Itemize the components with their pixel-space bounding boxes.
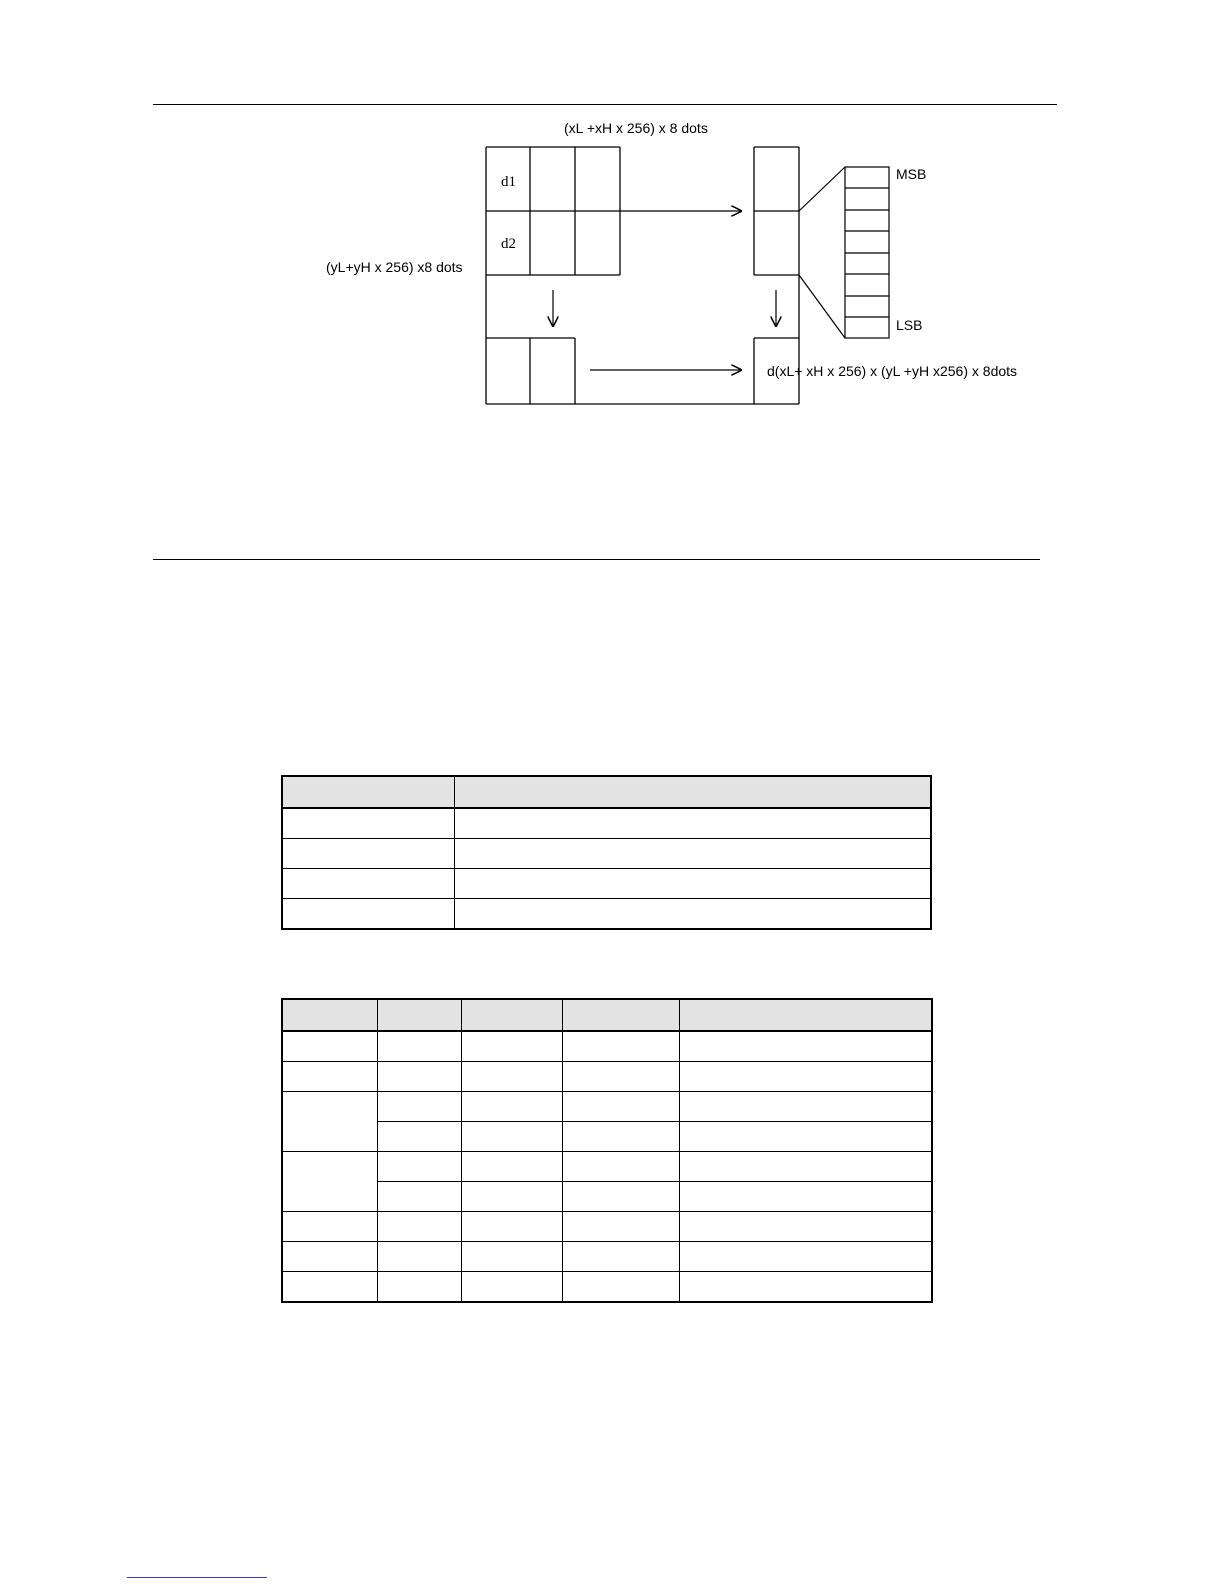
- table-cell: [562, 1122, 679, 1152]
- table-cell: [454, 899, 931, 930]
- table-cell: [377, 1212, 461, 1242]
- table-header-cell: [679, 999, 932, 1031]
- table-header-cell: [282, 999, 377, 1031]
- table-header-cell: [562, 999, 679, 1031]
- table-cell: [461, 1152, 562, 1182]
- mode-table: [281, 998, 933, 1303]
- table-cell: [562, 1212, 679, 1242]
- table-header-cell: [282, 776, 454, 808]
- table-cell: [454, 869, 931, 899]
- table-cell: [679, 1122, 932, 1152]
- table-cell: [679, 1182, 932, 1212]
- table-cell: [282, 1152, 377, 1212]
- top-right-cells: [754, 147, 799, 275]
- bit-connector-bottom: [799, 275, 845, 338]
- table-cell: [679, 1152, 932, 1182]
- top-left-cells: [486, 147, 620, 275]
- table-cell: [679, 1062, 932, 1092]
- table-row: [282, 808, 931, 839]
- table-row: [282, 899, 931, 930]
- table-row: [282, 839, 931, 869]
- table-cell: [562, 1152, 679, 1182]
- table-row: [282, 1092, 932, 1122]
- table-cell: [377, 1092, 461, 1122]
- parameter-table: [281, 775, 932, 930]
- table-row: [282, 1242, 932, 1272]
- bottom-left-cells: [486, 338, 575, 404]
- top-rule: [153, 104, 1057, 105]
- table-cell: [282, 1272, 377, 1303]
- msb-label: MSB: [896, 166, 927, 182]
- table-cell: [282, 1212, 377, 1242]
- table-cell: [454, 808, 931, 839]
- table-cell: [562, 1242, 679, 1272]
- table-cell: [282, 869, 454, 899]
- table-cell: [679, 1092, 932, 1122]
- table-cell: [282, 1062, 377, 1092]
- bit-column: [845, 167, 889, 338]
- table-cell: [282, 1242, 377, 1272]
- last-cell-label: d(xL+ xH x 256) x (yL +yH x256) x 8dots: [767, 363, 1018, 379]
- table-cell: [461, 1242, 562, 1272]
- table-cell: [377, 1122, 461, 1152]
- table-header-cell: [461, 999, 562, 1031]
- table-cell: [282, 839, 454, 869]
- table-cell: [461, 1182, 562, 1212]
- table-cell: [679, 1212, 932, 1242]
- bit-image-layout-diagram: [300, 108, 1060, 418]
- table-cell: [377, 1062, 461, 1092]
- height-label: (yL+yH x 256) x8 dots: [326, 259, 463, 275]
- bit-connector-top: [799, 167, 845, 211]
- table-row: [282, 1152, 932, 1182]
- table-row: [282, 869, 931, 899]
- table-row: [282, 1031, 932, 1062]
- table-cell: [377, 1242, 461, 1272]
- table-cell: [377, 1031, 461, 1062]
- table-header-cell: [377, 999, 461, 1031]
- table-cell: [461, 1062, 562, 1092]
- table-cell: [461, 1122, 562, 1152]
- table-cell: [562, 1062, 679, 1092]
- table-cell: [562, 1182, 679, 1212]
- table-cell: [282, 899, 454, 930]
- table-cell: [461, 1272, 562, 1303]
- table-row: [282, 1062, 932, 1092]
- table-cell: [679, 1272, 932, 1303]
- table-cell: [461, 1212, 562, 1242]
- table-cell: [679, 1031, 932, 1062]
- table-cell: [679, 1242, 932, 1272]
- table-cell: [282, 1092, 377, 1152]
- table-cell: [377, 1272, 461, 1303]
- table-row: [282, 1122, 932, 1152]
- table-cell: [454, 839, 931, 869]
- cell-label-d1: d1: [501, 174, 516, 190]
- width-label: (xL +xH x 256) x 8 dots: [564, 120, 708, 136]
- table-cell: [461, 1031, 562, 1062]
- table-cell: [282, 1031, 377, 1062]
- table-cell: [377, 1182, 461, 1212]
- table-row: [282, 1212, 932, 1242]
- table-cell: [562, 1272, 679, 1303]
- table-header-cell: [454, 776, 931, 808]
- section-rule: [153, 559, 1040, 560]
- table-cell: [282, 808, 454, 839]
- table-row: [282, 1182, 932, 1212]
- table-row: [282, 1272, 932, 1303]
- table-cell: [562, 1092, 679, 1122]
- table-header-row: [282, 776, 931, 808]
- lsb-label: LSB: [896, 317, 923, 333]
- table-cell: [461, 1092, 562, 1122]
- table-cell: [562, 1031, 679, 1062]
- table-header-row: [282, 999, 932, 1031]
- table-cell: [377, 1152, 461, 1182]
- cell-label-d2: d2: [501, 236, 516, 252]
